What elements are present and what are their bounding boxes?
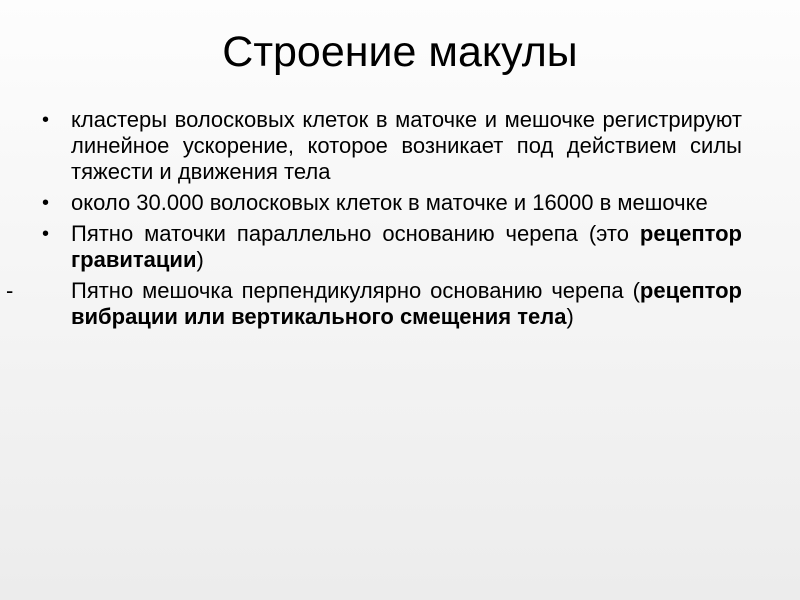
- dash-marker: -: [6, 278, 14, 303]
- bullet-marker: •: [42, 223, 50, 245]
- list-item: [40, 221, 742, 273]
- bullet-list: [6, 107, 742, 335]
- bullet-marker: •: [42, 109, 50, 131]
- list-item: [0, 278, 742, 330]
- emphasis-text: рецептор гравитации: [71, 221, 742, 272]
- list-item-text: Пятно мешочка перпендикулярно основанию черепа (рецептор вибрации или вертикального смещения тела): [71, 278, 742, 329]
- list-item-text: Пятно маточки параллельно основанию черепа (это рецептор гравитации): [71, 221, 742, 272]
- list-item: [40, 107, 742, 185]
- emphasis-text: рецептор вибрации или вертикального смещения тела: [71, 278, 742, 329]
- list-item-text: около 30.000 волосковых клеток в маточке и 16000 в мешочке: [71, 190, 708, 215]
- slide-title: Строение макулы: [222, 28, 578, 76]
- bullet-marker: •: [42, 192, 50, 214]
- list-item: [40, 190, 742, 216]
- list-item-text: кластеры волосковых клеток в маточке и мешочке регистрируют линейное ускорение, которое возникает под действием силы тяжести и движения тела: [71, 107, 742, 184]
